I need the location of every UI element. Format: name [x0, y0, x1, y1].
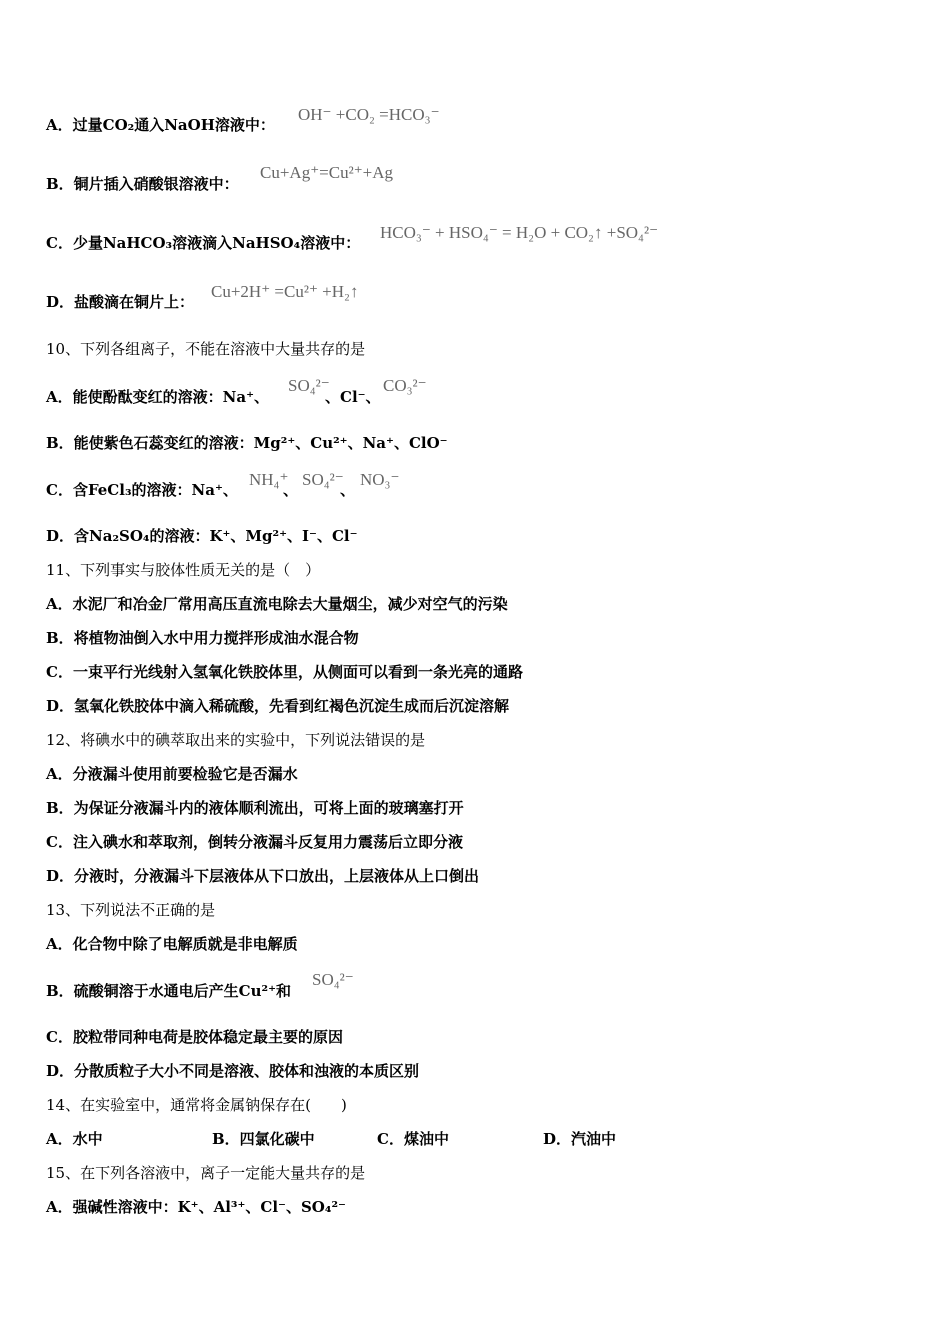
q14-option-b: B．四氯化碳中 [212, 1130, 315, 1148]
q10-option-a-formula-1: SO₄²⁻ [288, 376, 330, 395]
q9-option-b-formula: Cu+Ag⁺=Cu²⁺+Ag [260, 163, 394, 182]
q9-option-b-label: B．铜片插入硝酸银溶液中： [46, 175, 239, 193]
q11-option-d: D．氢氧化铁胶体中滴入稀硫酸，先看到红褐色沉淀生成而后沉淀溶解 [46, 697, 510, 715]
q15-stem: 15、在下列各溶液中，离子一定能大量共存的是 [46, 1164, 366, 1182]
q13-stem: 13、下列说法不正确的是 [46, 901, 216, 919]
q13-option-c: C．胶粒带同种电荷是胶体稳定最主要的原因 [46, 1028, 343, 1046]
q10-option-c-formula-2: SO₄²⁻ [302, 470, 344, 489]
q14-option-c: C．煤油中 [377, 1130, 449, 1148]
q10-stem: 10、下列各组离子，不能在溶液中大量共存的是 [46, 340, 366, 358]
q9-option-a-formula: OH⁻ +CO₂ =HCO₃⁻ [298, 105, 440, 124]
q14-stem: 14、在实验室中，通常将金属钠保存在( ) [46, 1096, 347, 1114]
q12-option-b: B．为保证分液漏斗内的液体顺利流出，可将上面的玻璃塞打开 [46, 799, 464, 817]
q13-option-a: A．化合物中除了电解质就是非电解质 [46, 935, 298, 953]
q13-option-b-formula: SO₄²⁻ [312, 970, 354, 989]
q14-option-a: A．水中 [46, 1130, 103, 1148]
q10-option-c-formula-1: NH₄⁺ [249, 470, 289, 489]
q14-option-d: D．汽油中 [543, 1130, 617, 1148]
q12-option-c: C．注入碘水和萃取剂，倒转分液漏斗反复用力震荡后立即分液 [46, 833, 463, 851]
q15-option-a: A．强碱性溶液中：K⁺、Al³⁺、Cl⁻、SO₄²⁻ [46, 1198, 346, 1216]
q13-option-d: D．分散质粒子大小不同是溶液、胶体和浊液的本质区别 [46, 1062, 420, 1080]
q12-option-a: A．分液漏斗使用前要检验它是否漏水 [46, 765, 298, 783]
q11-option-a: A．水泥厂和冶金厂常用高压直流电除去大量烟尘，减少对空气的污染 [46, 595, 508, 613]
q9-option-a-label: A．过量CO₂通入NaOH溶液中： [46, 116, 275, 134]
q11-option-b: B．将植物油倒入水中用力搅拌形成油水混合物 [46, 629, 359, 647]
q12-stem: 12、将碘水中的碘萃取出来的实验中，下列说法错误的是 [46, 731, 426, 749]
q13-option-b-label: B．硫酸铜溶于水通电后产生Cu²⁺和 [46, 982, 292, 1000]
q10-option-c-formula-3: NO₃⁻ [360, 470, 400, 489]
q9-option-c-formula: HCO₃⁻ + HSO₄⁻ = H₂O + CO₂↑ +SO₄²⁻ [380, 223, 659, 242]
q11-stem: 11、下列事实与胶体性质无关的是（ ） [46, 561, 321, 579]
q9-option-d-formula: Cu+2H⁺ =Cu²⁺ +H₂↑ [211, 282, 359, 301]
q10-option-c-label: C．含FeCl₃的溶液：Na⁺、 [46, 481, 238, 499]
q10-option-b: B．能使紫色石蕊变红的溶液：Mg²⁺、Cu²⁺、Na⁺、ClO⁻ [46, 434, 448, 452]
q9-option-d-label: D．盐酸滴在铜片上： [46, 293, 195, 311]
q10-option-d: D．含Na₂SO₄的溶液：K⁺、Mg²⁺、I⁻、Cl⁻ [46, 527, 358, 545]
q10-option-a-formula-2: CO₃²⁻ [383, 376, 427, 395]
q11-option-c: C．一束平行光线射入氢氧化铁胶体里，从侧面可以看到一条光亮的通路 [46, 663, 523, 681]
q12-option-d: D．分液时，分液漏斗下层液体从下口放出，上层液体从上口倒出 [46, 867, 480, 885]
q10-option-c-separator-1: 、 [283, 481, 299, 499]
q10-option-a-separator: 、Cl⁻、 [325, 388, 381, 406]
q10-option-a-label: A．能使酚酞变红的溶液：Na⁺、 [46, 388, 269, 406]
q9-option-c-label: C．少量NaHCO₃溶液滴入NaHSO₄溶液中： [46, 234, 361, 252]
q10-option-c-separator-2: 、 [340, 481, 356, 499]
